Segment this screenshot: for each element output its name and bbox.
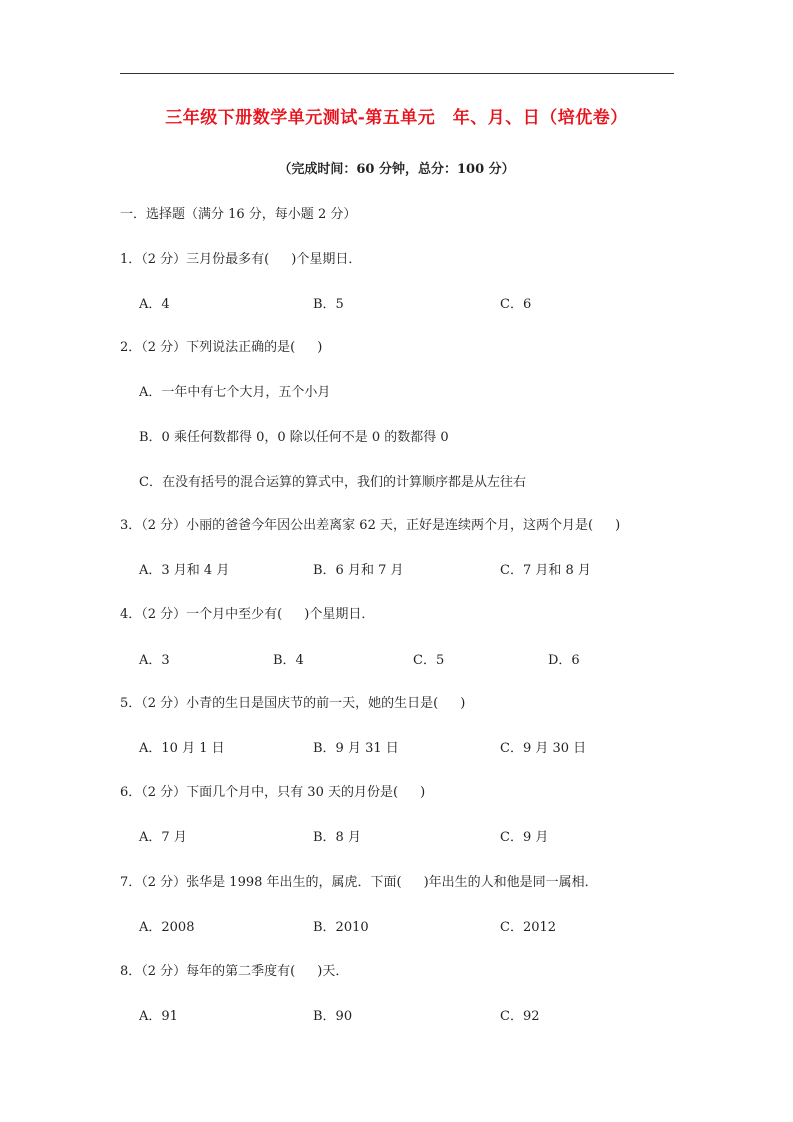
- option-7c: C．2012: [500, 920, 557, 935]
- option-4b: B．4: [273, 653, 304, 668]
- question-2: [120, 336, 322, 355]
- question-text: 4．（2 分）一个月中至少有(: [120, 607, 283, 622]
- option-6c: C．9 月: [500, 830, 549, 845]
- option-3a: A．3 月和 4 月: [139, 563, 230, 578]
- section-heading: 一．选择题（满分 16 分，每小题 2 分）: [120, 207, 357, 222]
- question-text: 6．（2 分）下面几个月中，只有 30 天的月份是(: [120, 785, 399, 800]
- question-text: 3．（2 分）小丽的爸爸今年因公出差离家 62 天，正好是连续两个月，这两个月是(: [120, 518, 594, 533]
- question-text-end: ): [460, 696, 466, 711]
- question-1: [120, 248, 361, 267]
- question-text-end: ): [317, 340, 323, 355]
- option-7a: A．2008: [139, 920, 195, 935]
- option-4c: C．5: [413, 653, 445, 668]
- question-5: [120, 692, 465, 711]
- option-8a: A．91: [139, 1009, 178, 1024]
- option-1c: C．6: [500, 297, 532, 312]
- question-3: [120, 514, 620, 533]
- question-text-end: ): [615, 518, 621, 533]
- question-text-end: )个星期日．: [304, 607, 375, 622]
- option-6a: A．7 月: [139, 830, 187, 845]
- question-text-end: )个星期日．: [291, 252, 362, 267]
- option-6b: B．8 月: [313, 830, 361, 845]
- option-1b: B．5: [313, 297, 344, 312]
- question-text: 7．（2 分）张华是 1998 年出生的，属虎．下面(: [120, 875, 402, 890]
- option-4d: D．6: [548, 653, 580, 668]
- page-subtitle: （完成时间：60 分钟，总分：100 分）: [278, 162, 515, 177]
- question-8: [120, 960, 348, 979]
- header-rule: [120, 73, 674, 74]
- question-text-end: ): [420, 785, 426, 800]
- option-7b: B．2010: [313, 920, 369, 935]
- option-2b: B．0 乘任何数都得 0，0 除以任何不是 0 的数都得 0: [139, 430, 449, 445]
- option-5a: A．10 月 1 日: [139, 741, 225, 756]
- option-5b: B．9 月 31 日: [313, 741, 399, 756]
- question-6: [120, 781, 425, 800]
- question-4: [120, 603, 374, 622]
- question-text-end: )年出生的人和他是同一属相．: [423, 875, 598, 890]
- question-7: [120, 871, 598, 890]
- page-title: 三年级下册数学单元测试-第五单元 年、月、日（培优卷）: [165, 108, 628, 128]
- option-5c: C．9 月 30 日: [500, 741, 587, 756]
- option-3c: C．7 月和 8 月: [500, 563, 591, 578]
- question-text: 2．（2 分）下列说法正确的是(: [120, 340, 296, 355]
- option-2c: C．在没有括号的混合运算的算式中，我们的计算顺序都是从左往右: [139, 475, 526, 490]
- option-3b: B．6 月和 7 月: [313, 563, 404, 578]
- question-text: 5．（2 分）小青的生日是国庆节的前一天，她的生日是(: [120, 696, 439, 711]
- option-8c: C．92: [500, 1009, 540, 1024]
- option-2a: A．一年中有七个大月，五个小月: [139, 385, 331, 400]
- question-text: 8．（2 分）每年的第二季度有(: [120, 964, 296, 979]
- option-4a: A．3: [139, 653, 170, 668]
- question-text-end: )天．: [317, 964, 349, 979]
- option-1a: A．4: [139, 297, 170, 312]
- option-8b: B．90: [313, 1009, 353, 1024]
- question-text: 1．（2 分）三月份最多有(: [120, 252, 270, 267]
